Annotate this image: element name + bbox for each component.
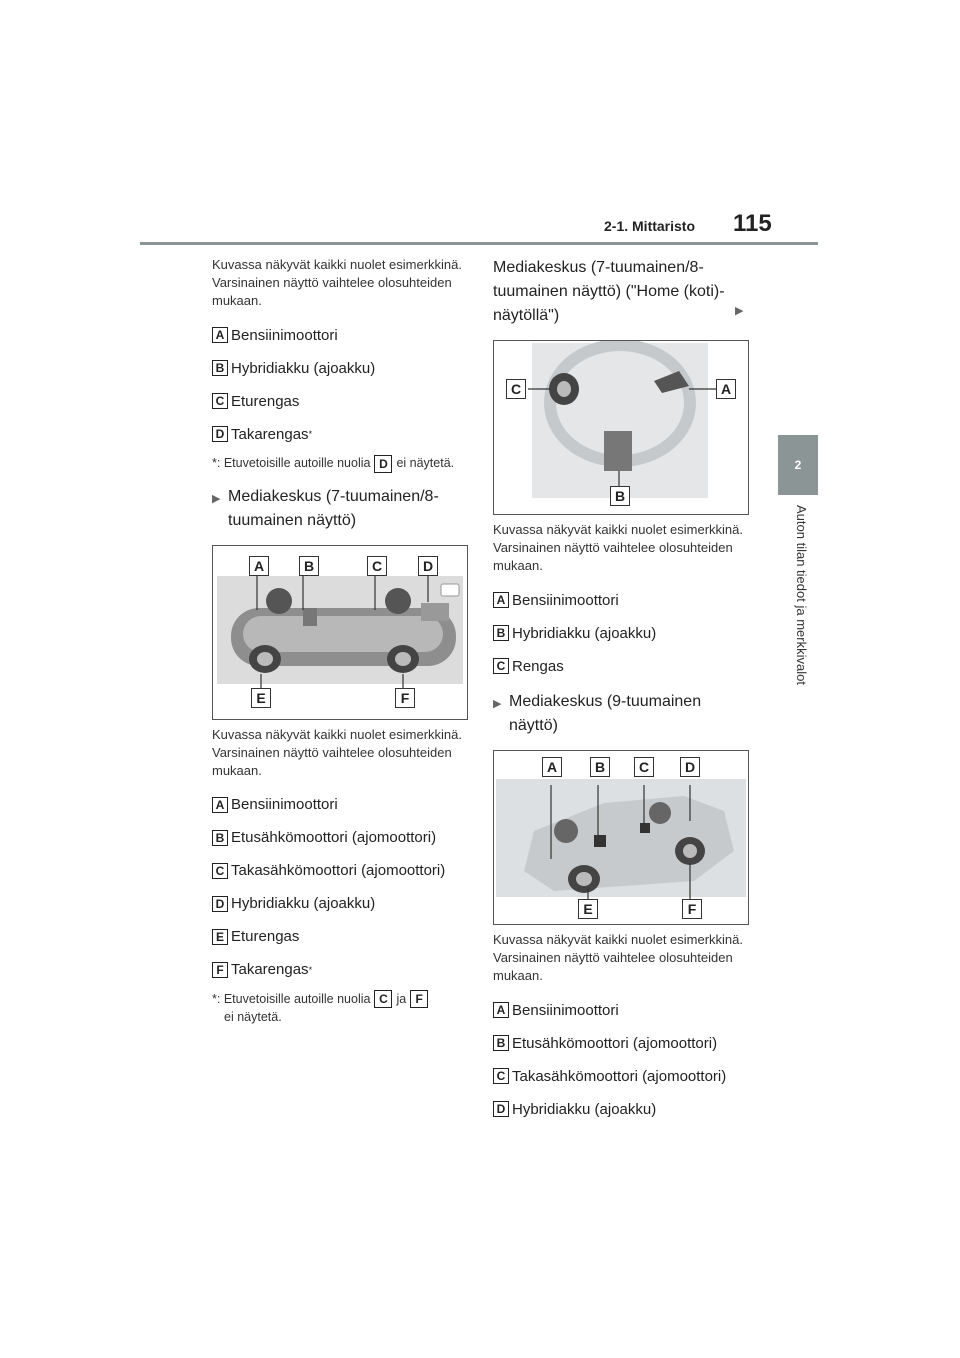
footnote-star: * <box>308 429 313 439</box>
list-item <box>212 928 474 946</box>
figure-label: B <box>590 757 610 777</box>
figure-caption: Kuvassa näkyvät kaikki nuolet esimerkkinä. Varsinainen näyttö vaihtelee olosuhteiden mukaan. <box>212 726 463 778</box>
item-label: Bensiinimoottori <box>512 1001 619 1019</box>
key-badge: A <box>493 1002 509 1018</box>
item-label: Takasähkömoottori (ajomoottori) <box>512 1067 727 1085</box>
key-badge: E <box>212 929 228 945</box>
item-label: Eturengas <box>231 392 300 410</box>
figure-caption: Kuvassa näkyvät kaikki nuolet esimerkkinä. Varsinainen näyttö vaihtelee olosuhteiden mukaan. <box>493 932 744 983</box>
list-item <box>493 1067 751 1085</box>
heading-text: Mediakeskus (7-tuumainen/8-tuumainen näyttö) ("Home (koti)-näytöllä") <box>493 259 725 324</box>
section-title: 2-1. Mittaristo <box>604 218 696 234</box>
item-label: Etusähkömoottori (ajomoottori) <box>512 1034 718 1052</box>
key-badge: C <box>374 990 392 1008</box>
figure-home-screen <box>493 340 749 515</box>
figure-caption: Kuvassa näkyvät kaikki nuolet esimerkkinä. Varsinainen näyttö vaihtelee olosuhteiden mukaan. <box>493 522 744 573</box>
figure-label: A <box>249 556 269 576</box>
list-item <box>212 326 474 344</box>
item-label: Eturengas <box>231 928 300 946</box>
header-rule <box>140 242 818 245</box>
footnote-text: ei näytetä. <box>224 1010 282 1025</box>
figure-label: D <box>418 556 438 576</box>
list-item <box>212 796 474 814</box>
list-item <box>212 961 474 979</box>
key-badge: C <box>212 863 228 879</box>
item-label: Hybridiakku (ajoakku) <box>512 1100 657 1118</box>
footnote-1 <box>212 454 474 473</box>
key-badge: D <box>212 896 228 912</box>
list-item <box>493 1100 751 1118</box>
footnote-text: Etuvetoisille autoille nuolia <box>223 991 371 1006</box>
footnote-2 <box>212 990 474 1027</box>
arrow-icon: ▶ <box>212 492 221 505</box>
key-badge: F <box>212 962 228 978</box>
list-item <box>212 829 474 847</box>
key-badge: B <box>493 625 509 641</box>
figure-label: D <box>680 757 700 777</box>
figure-label: A <box>542 757 562 777</box>
list-item <box>493 657 751 675</box>
item-label: Takarengas <box>231 425 309 443</box>
figure-label: E <box>251 688 271 708</box>
list-item <box>212 862 474 880</box>
figure-label: E <box>578 899 598 919</box>
section-heading <box>493 690 751 738</box>
item-label: Takasähkömoottori (ajomoottori) <box>231 862 446 880</box>
key-badge: C <box>493 1068 509 1084</box>
key-badge: D <box>493 1101 509 1117</box>
left-column <box>212 256 474 1026</box>
chapter-title: Auton tilan tiedot ja merkkivalot <box>794 505 809 685</box>
key-badge: D <box>212 426 228 442</box>
item-label: Hybridiakku (ajoakku) <box>231 895 376 913</box>
footnote-text: ja <box>396 991 407 1006</box>
key-badge: F <box>410 990 428 1008</box>
footnote-mark: *: <box>212 991 221 1006</box>
list-item <box>212 895 474 913</box>
key-badge: D <box>374 455 392 473</box>
suv-diagram-illustration <box>494 751 748 924</box>
figure-label: F <box>682 899 702 919</box>
item-label: Hybridiakku (ajoakku) <box>512 624 657 642</box>
right-column <box>493 256 751 1133</box>
figure-label: C <box>634 757 654 777</box>
legend-list-2 <box>212 796 474 979</box>
footnote-text: ei näytetä. <box>396 456 455 470</box>
key-badge: A <box>212 327 228 343</box>
chapter-tab: 2 <box>778 435 818 495</box>
key-badge: A <box>212 797 228 813</box>
key-badge: A <box>493 592 509 608</box>
list-item <box>212 425 474 443</box>
page-number: 115 <box>733 210 772 237</box>
legend-list-1 <box>212 326 474 443</box>
key-badge: B <box>212 830 228 846</box>
key-badge: B <box>493 1035 509 1051</box>
figure-9inch-diagram <box>493 750 749 925</box>
item-label: Hybridiakku (ajoakku) <box>231 359 376 377</box>
list-item <box>493 624 751 642</box>
footnote-mark: *: <box>212 456 221 470</box>
list-item <box>493 591 751 609</box>
figure-label: A <box>716 379 736 399</box>
list-item <box>212 359 474 377</box>
item-label: Bensiinimoottori <box>231 326 338 344</box>
section-heading <box>493 256 751 328</box>
figure-label: B <box>610 486 630 506</box>
list-item <box>493 1034 751 1052</box>
item-label: Bensiinimoottori <box>231 796 338 814</box>
footnote-text: Etuvetoisille autoille nuolia <box>223 456 371 470</box>
list-item <box>212 392 474 410</box>
item-label: Rengas <box>512 657 564 675</box>
item-label: Etusähkömoottori (ajomoottori) <box>231 829 437 847</box>
legend-list-4 <box>493 1001 751 1118</box>
figure-label: C <box>367 556 387 576</box>
figure-label: C <box>506 379 526 399</box>
item-label: Takarengas <box>231 961 309 979</box>
list-item <box>493 1001 751 1019</box>
figure-label: F <box>395 688 415 708</box>
key-badge: C <box>493 658 509 674</box>
arrow-icon: ▶ <box>493 698 502 710</box>
intro-note: Kuvassa näkyvät kaikki nuolet esimerkkinä. Varsinainen näyttö vaihtelee olosuhteiden mukaan. <box>212 257 463 308</box>
legend-list-3 <box>493 591 751 675</box>
figure-label: B <box>299 556 319 576</box>
continue-arrow-icon: ▶ <box>735 305 744 317</box>
heading-text: Mediakeskus (7-tuumainen/8-tuumainen näyttö) <box>228 487 439 529</box>
item-label: Bensiinimoottori <box>512 591 619 609</box>
figure-drive-diagram <box>212 545 468 720</box>
key-badge: B <box>212 360 228 376</box>
key-badge: C <box>212 393 228 409</box>
footnote-star: * <box>308 964 313 975</box>
section-heading <box>212 485 474 533</box>
heading-text: Mediakeskus (9-tuumainen näyttö) <box>509 693 702 734</box>
